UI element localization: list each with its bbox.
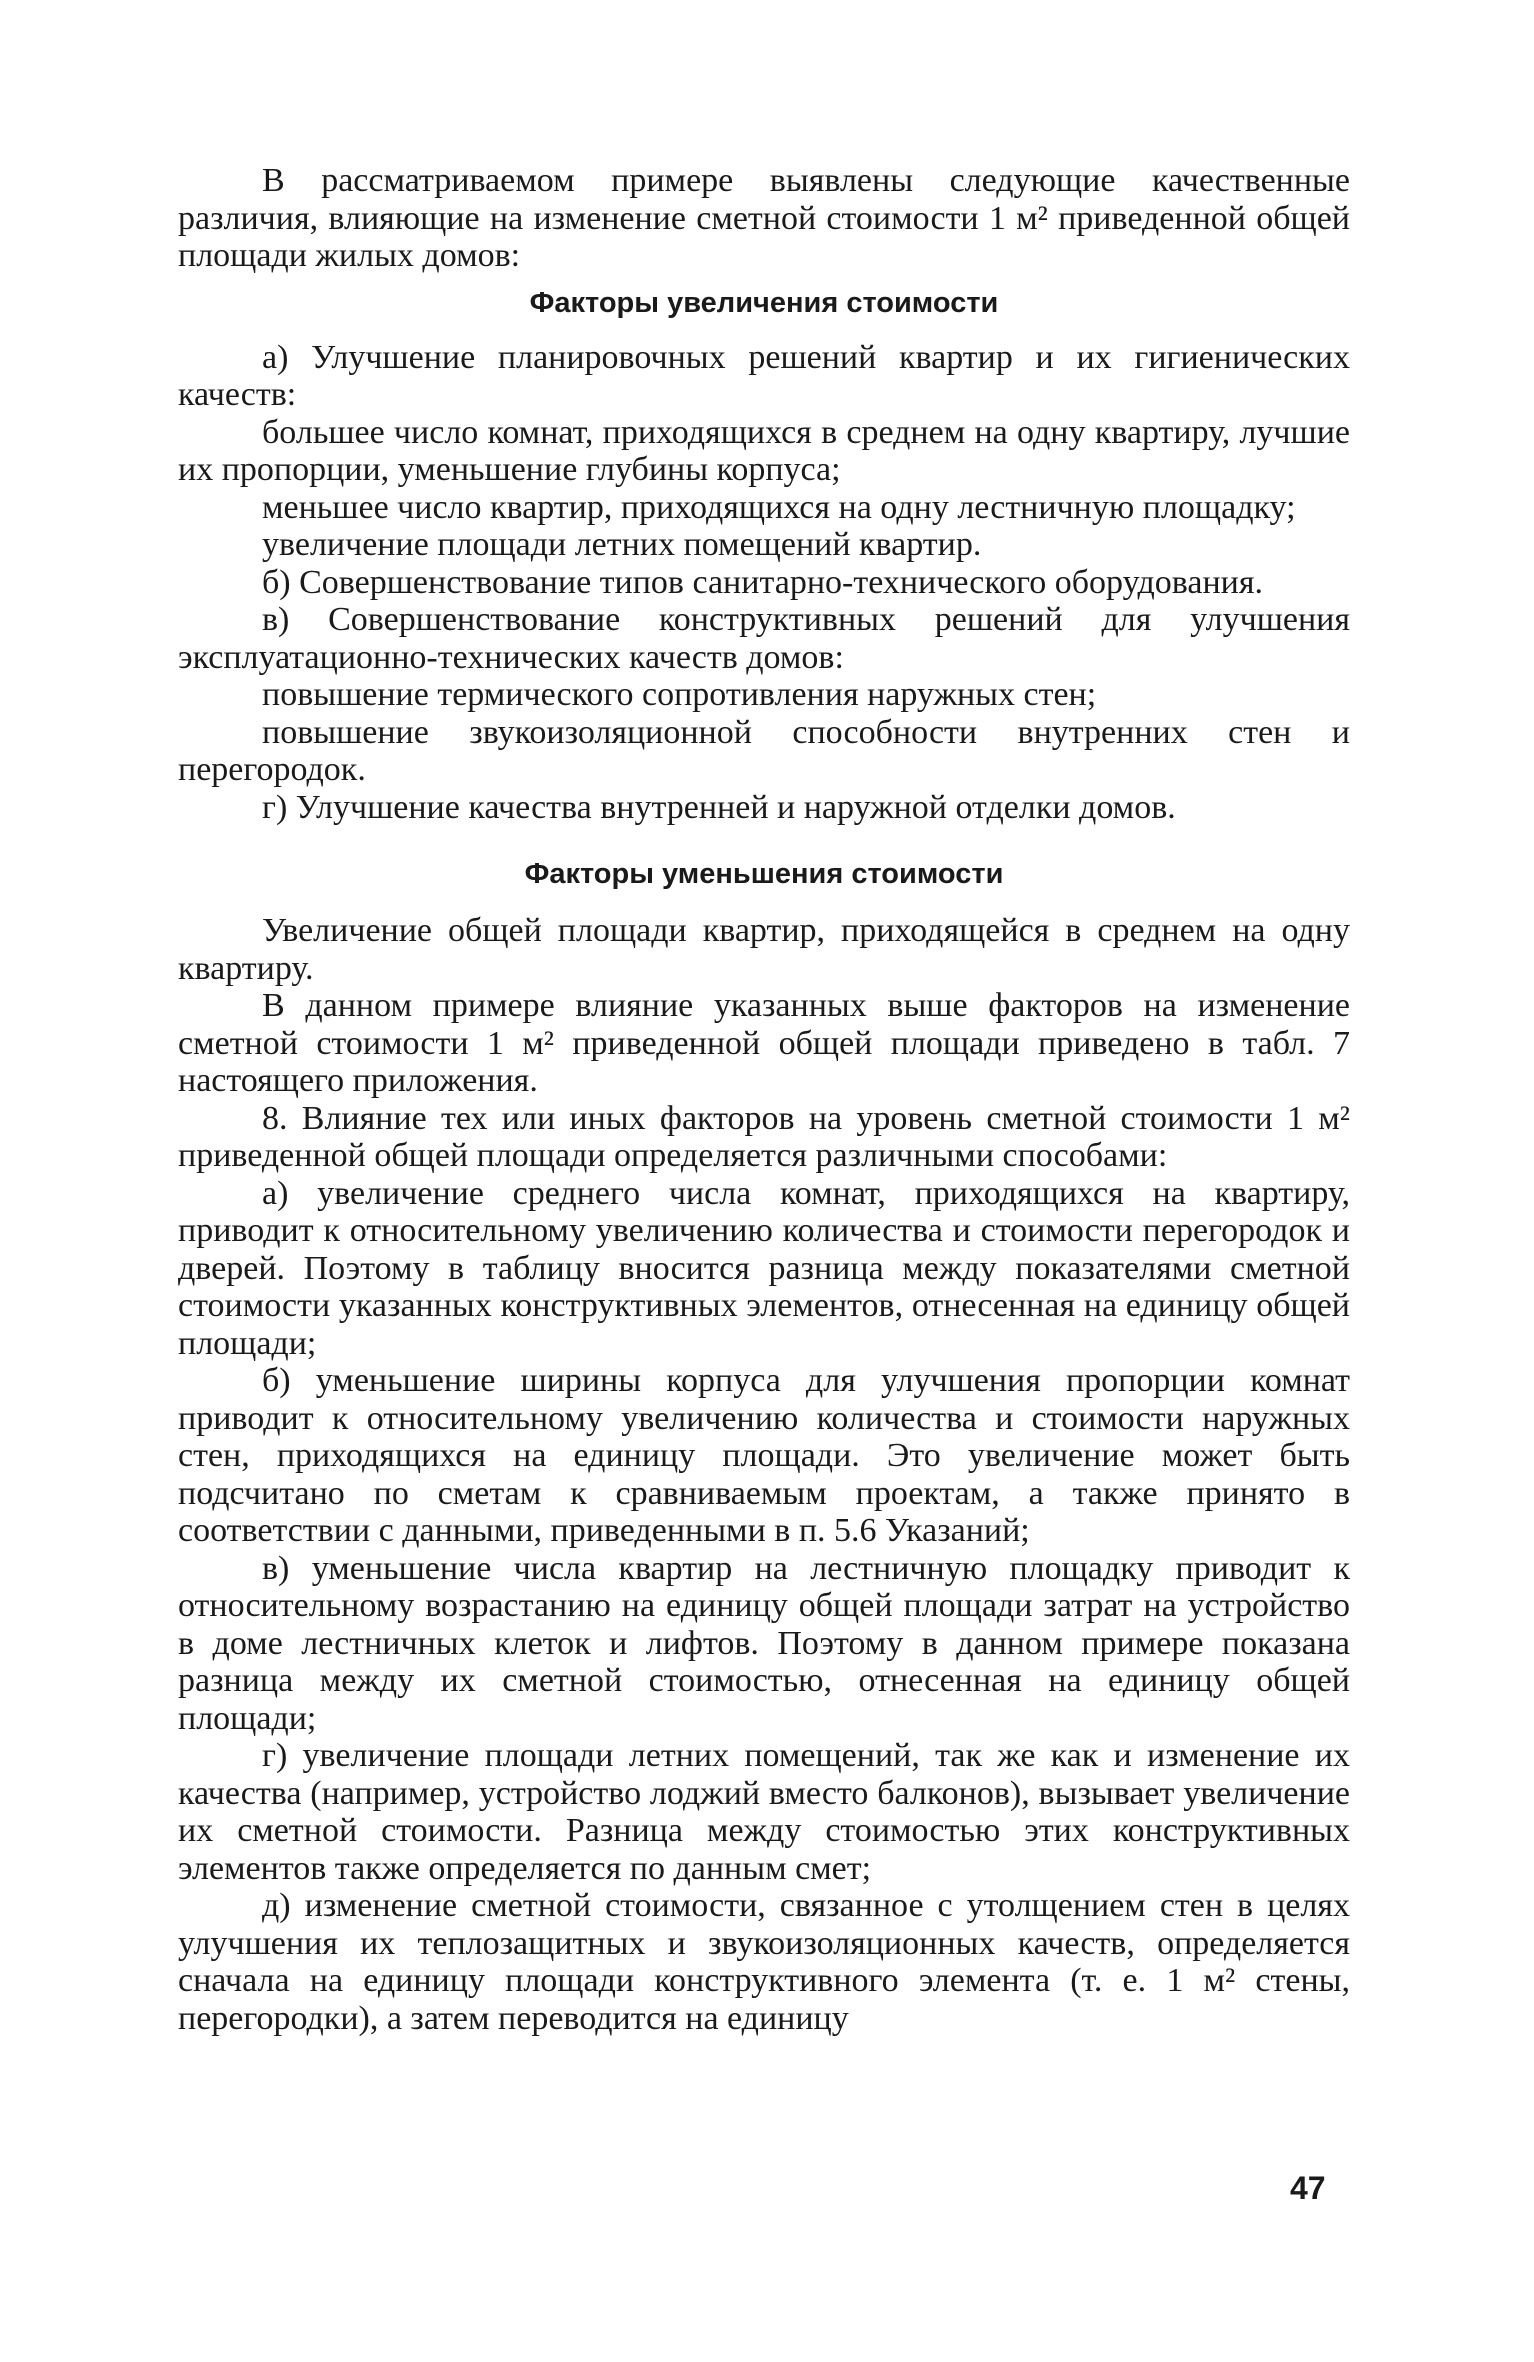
increase-v-subitem: повышение звукоизоляционной способности внутренних стен и перегородок. xyxy=(178,713,1350,788)
decrease-paragraph: В данном примере влияние указанных выше факторов на изменение сметной стоимости 1 м² приведенной общей площади приведено в табл. 7 настоящего приложения. xyxy=(178,987,1350,1099)
increase-item-g: г) Улучшение качества внутренней и наружной отделки домов. xyxy=(262,788,1176,826)
section-8-item: г) увеличение площади летних помещений, так же как и изменение их качества (например, устройство лоджий вместо балконов), вызывает увеличение их сметной стоимости. Разница между стоимостью этих конструктивных элементов также определяется по данным смет; xyxy=(178,1737,1350,1887)
document-page xyxy=(178,162,1350,2037)
section-8-item: д) изменение сметной стоимости, связанное с утолщением стен в целях улучшения их теплозащитных и звукоизоляционных качеств, определяется сначала на единицу площади конструктивного элемента (т. е. 1 м² стены, перегородки), а затем переводится на единицу xyxy=(178,1887,1350,2037)
increase-item-a: а) Улучшение планировочных решений квартир и их гигиенических качеств: xyxy=(178,338,1350,413)
increase-v-subitem: повышение термического сопротивления наружных стен; xyxy=(262,676,1097,713)
increase-a-subitem: меньшее число квартир, приходящихся на одну лестничную площадку; xyxy=(262,488,1296,526)
section-8-item: в) уменьшение числа квартир на лестничную площадку приводит к относительному возрастанию на единицу общей площади затрат на устройство в доме лестничных клеток и лифтов. Поэтому в данном примере показана разница между их сметной стоимостью, отнесенная на единицу общей площади; xyxy=(178,1549,1350,1737)
decrease-paragraph: Увеличение общей площади квартир, приходящейся в среднем на одну квартиру. xyxy=(178,912,1350,987)
section-8-item: а) увеличение среднего числа комнат, приходящихся на квартиру, приводит к относительному увеличению количества и стоимости перегородок и дверей. Поэтому в таблицу вносится разница между показателями сметной стоимости указанных конструктивных элементов, отнесенная на единицу общей площади; xyxy=(178,1174,1350,1362)
increase-a-subitem: большее число комнат, приходящихся в среднем на одну квартиру, лучшие их пропорции, уменьшение глубины корпуса; xyxy=(178,413,1350,488)
page-number: 47 xyxy=(1290,2170,1326,2206)
section-8-item: б) уменьшение ширины корпуса для улучшения пропорции комнат приводит к относительному увеличению количества и стоимости наружных стен, приходящихся на единицу площади. Это увеличение может быть подсчитано по сметам к сравниваемым проектам, а также принято в соответствии с данными, приведенными в п. 5.6 Указаний; xyxy=(178,1362,1350,1549)
increase-a-subitem: увеличение площади летних помещений квартир. xyxy=(262,526,982,563)
heading-increase-factors: Факторы увеличения стоимости xyxy=(529,286,999,319)
heading-decrease-factors: Факторы уменьшения стоимости xyxy=(524,858,1004,890)
intro-paragraph: В рассматриваемом примере выявлены следующие качественные различия, влияющие на изменение сметной стоимости 1 м² приведенной общей площади жилых домов: xyxy=(178,162,1350,274)
increase-item-b: б) Совершенствование типов санитарно-технического оборудования. xyxy=(262,563,1263,601)
section-8-intro: 8. Влияние тех или иных факторов на уровень сметной стоимости 1 м² приведенной общей площади определяется различными способами: xyxy=(178,1099,1350,1174)
increase-item-v: в) Совершенствование конструктивных решений для улучшения эксплуатационно-технических качеств домов: xyxy=(178,601,1350,676)
